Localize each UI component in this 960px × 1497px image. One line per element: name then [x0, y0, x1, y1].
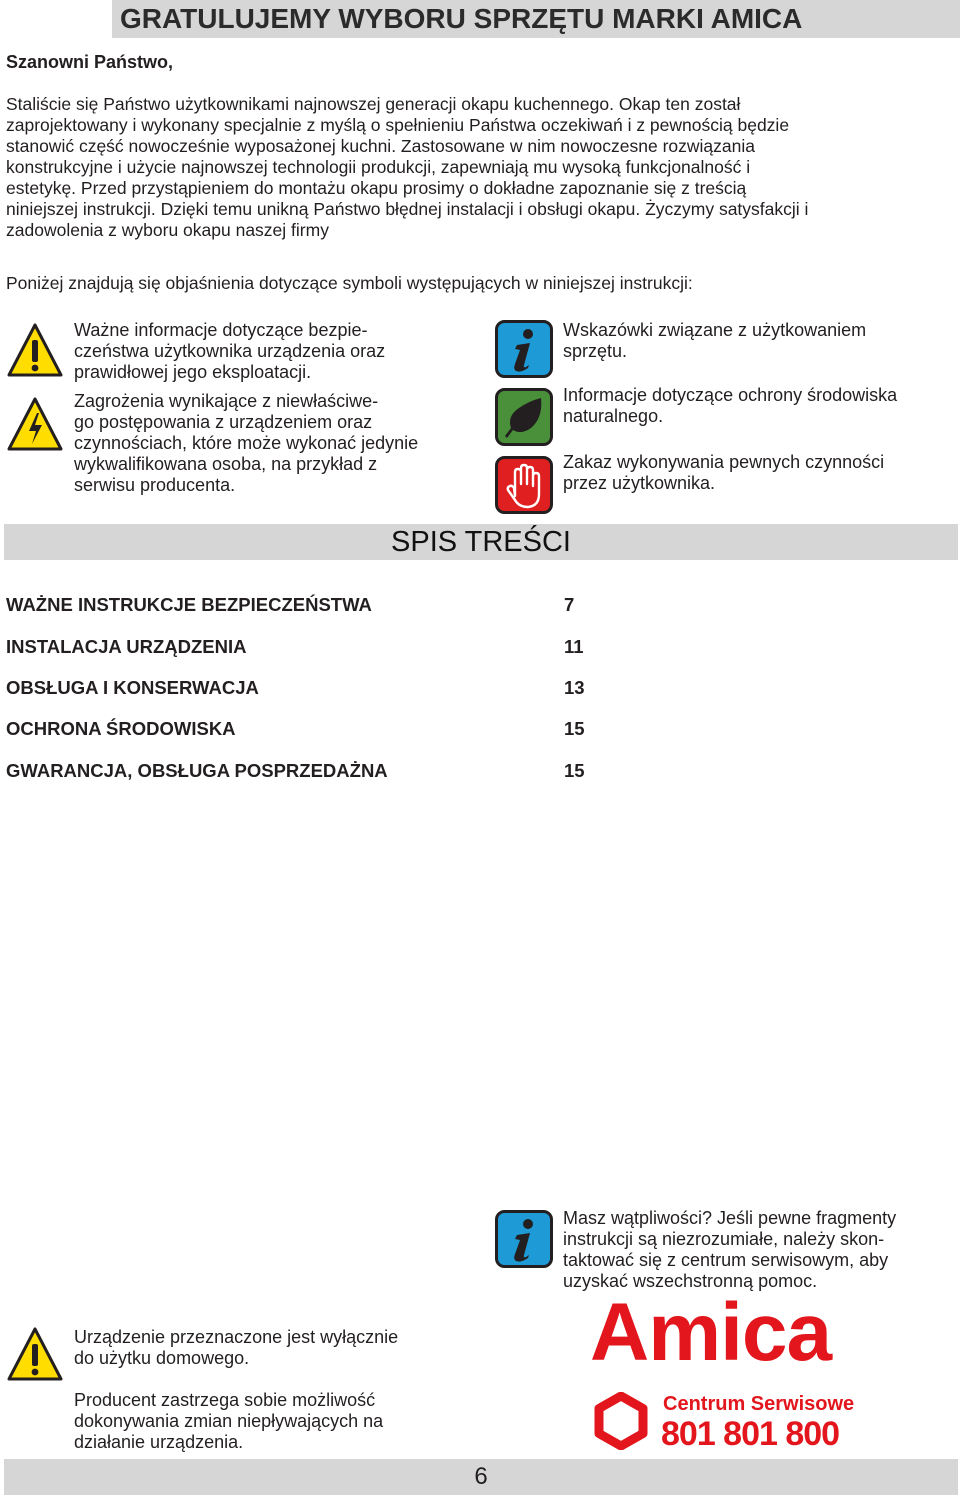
intro-line: zadowolenia z wyboru okapu naszej firmy: [6, 220, 329, 240]
hexagon-icon: [592, 1392, 650, 1450]
help-note: [563, 1208, 958, 1292]
text-line: przez użytkownika.: [563, 473, 716, 493]
text-line: Urządzenie przeznaczone jest wyłącznie: [74, 1327, 399, 1347]
text-line: wykwalifikowana osoba, na przykład z: [74, 454, 378, 474]
intro-line: estetykę. Przed przystąpieniem do montażu okapu prosimy o dokładne zapoznanie się z treścią: [6, 178, 747, 198]
intro-line: zaprojektowany i wykonany specjalnie z myślą o spełnieniu Państwa oczekiwań i z pewnością będzie: [6, 115, 790, 135]
toc-item: [6, 677, 606, 701]
text-line: Zagrożenia wynikające z niewłaściwe-: [74, 391, 379, 411]
eco-symbol-text: [563, 385, 958, 427]
domestic-use-note: [74, 1327, 494, 1369]
toc-item-label: WAŻNE INSTRUKCJE BEZPIECZEŃSTWA: [6, 594, 372, 615]
electric-hazard-icon: [6, 396, 64, 454]
greeting: Szanowni Państwo,: [6, 52, 174, 72]
header-bar: [0, 0, 960, 40]
toc-item-page: 11: [564, 636, 584, 657]
text-line: uzyskać wszechstronną pomoc.: [563, 1271, 818, 1291]
page-title: GRATULUJEMY WYBORU SPRZĘTU MARKI AMICA: [120, 3, 803, 34]
text-line: Ważne informacje dotyczące bezpie-: [74, 320, 368, 340]
toc-item: [6, 594, 606, 618]
electric-symbol-text: [74, 391, 494, 496]
intro-line: stanowić część nowocześnie wyposażonej kuchni. Zastosowane w nim nowoczesne rozwiązania: [6, 136, 755, 156]
toc-item-label: GWARANCJA, OBSŁUGA POSPRZEDAŻNA: [6, 760, 388, 781]
toc-item-page: 7: [564, 594, 575, 615]
intro-line: niniejszej instrukcji. Dzięki temu unikną Państwo błędnej instalacji i obsługi okapu. Życzymy satysfakcji i: [6, 199, 809, 219]
toc-item-label: OCHRONA ŚRODOWISKA: [6, 718, 236, 739]
stop-hand-icon: [495, 456, 553, 514]
intro-line: Staliście się Państwo użytkownikami najnowszej generacji okapu kuchennego. Okap ten został: [6, 94, 741, 114]
toc-title: SPIS TREŚCI: [391, 526, 571, 558]
toc-item-page: 15: [564, 718, 585, 739]
toc-item-label: INSTALACJA URZĄDZENIA: [6, 636, 247, 657]
text-line: naturalnego.: [563, 406, 664, 426]
text-line: instrukcji są niezrozumiałe, należy skon-: [563, 1229, 885, 1249]
text-line: Informacje dotyczące ochrony środowiska: [563, 385, 898, 405]
prohibition-symbol-text: [563, 452, 958, 494]
manufacturer-note: [74, 1390, 494, 1453]
amica-service-logo: [590, 1287, 860, 1455]
text-line: czeństwa użytkownika urządzenia oraz: [74, 341, 386, 361]
intro-paragraph: [6, 94, 956, 241]
warning-icon: [6, 322, 64, 380]
intro-line: konstrukcyjne i użycie najnowszej technologii produkcji, zapewniają mu wysoką funkcjonalność i: [6, 157, 751, 177]
text-line: prawidłowej jego eksploatacji.: [74, 362, 312, 382]
text-line: czynnościach, które może wykonać jedynie: [74, 433, 419, 453]
text-line: do użytku domowego.: [74, 1348, 250, 1368]
logo-subtitle: Centrum Serwisowe: [663, 1393, 855, 1415]
text-line: Wskazówki związane z użytkowaniem: [563, 320, 867, 340]
footer-bar: [4, 1459, 958, 1495]
text-line: taktować się z centrum serwisowym, aby: [563, 1250, 889, 1270]
brand-logo: Amica: [590, 1287, 832, 1378]
text-line: Zakaz wykonywania pewnych czynności: [563, 452, 885, 472]
toc-item-page: 13: [564, 677, 585, 698]
text-line: Producent zastrzega sobie możliwość: [74, 1390, 376, 1410]
warning-icon: [6, 1326, 64, 1384]
text-line: dokonywania zmian niepływających na: [74, 1411, 384, 1431]
text-line: działanie urządzenia.: [74, 1432, 244, 1452]
info-icon: [495, 320, 553, 378]
info-icon: [495, 1210, 553, 1268]
symbols-intro: Poniżej znajdują się objaśnienia dotyczące symboli występujących w niniejszej instrukcji:: [6, 273, 693, 293]
page-number: 6: [474, 1463, 488, 1490]
toc-item: [6, 718, 606, 742]
toc-item: [6, 636, 606, 660]
text-line: sprzętu.: [563, 341, 628, 361]
text-line: Masz wątpliwości? Jeśli pewne fragmenty: [563, 1208, 897, 1228]
text-line: go postępowania z urządzeniem oraz: [74, 412, 373, 432]
service-phone: 801 801 800: [661, 1415, 840, 1453]
toc-item-label: OBSŁUGA I KONSERWACJA: [6, 677, 259, 698]
warning-symbol-text: [74, 320, 494, 383]
toc-header-bar: [4, 524, 958, 560]
leaf-icon: [495, 388, 553, 446]
toc-item: [6, 760, 606, 784]
text-line: serwisu producenta.: [74, 475, 236, 495]
info-symbol-text: [563, 320, 958, 362]
toc-item-page: 15: [564, 760, 585, 781]
